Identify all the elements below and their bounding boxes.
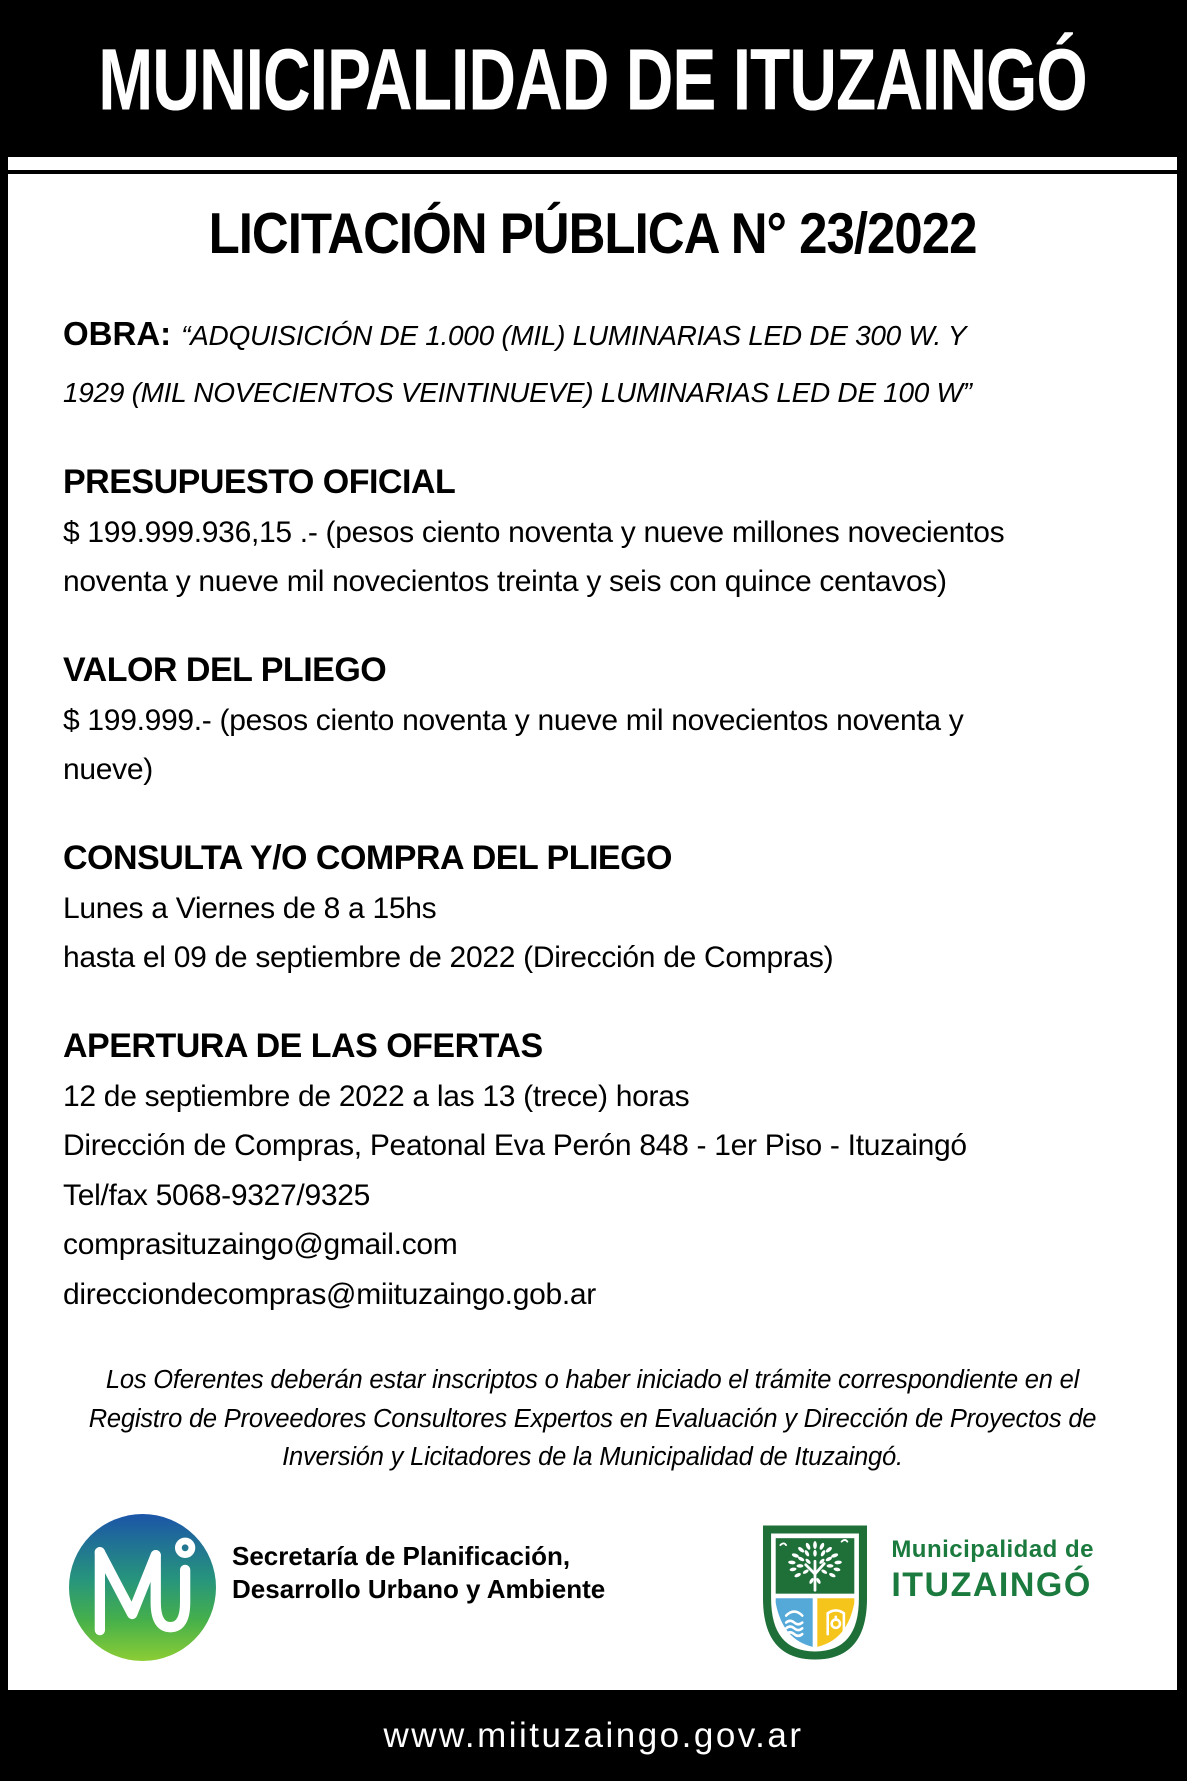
- consulta-line: Lunes a Viernes de 8 a 15hs: [63, 891, 437, 925]
- section-apertura: [63, 1072, 1122, 1320]
- presupuesto-heading: PRESUPUESTO OFICIAL: [63, 462, 456, 501]
- municipality-label: [891, 1536, 1094, 1605]
- section-obra: [63, 303, 1122, 419]
- section-consulta: [63, 884, 1122, 983]
- municipality-label-line2: ITUZAINGÓ: [891, 1566, 1092, 1605]
- valor-line: nueve): [63, 753, 153, 787]
- logos-row: [63, 1514, 1122, 1663]
- apertura-line: 12 de septiembre de 2022 a las 13 (trece) horas: [63, 1079, 690, 1113]
- apertura-email-gmail: comprasituzaingo@gmail.com: [63, 1228, 458, 1262]
- apertura-email-gob: direcciondecompras@miituzaingo.gob.ar: [63, 1277, 596, 1311]
- valor-line: $ 199.999.- (pesos ciento noventa y nueve mil novecientos noventa y: [63, 703, 964, 737]
- section-presupuesto: [63, 508, 1122, 607]
- note-line: Los Oferentes deberán estar inscriptos o haber iniciado el trámite correspondiente en el: [105, 1366, 1080, 1395]
- notice-body: [8, 174, 1177, 1690]
- mi-logo-icon: [69, 1514, 216, 1661]
- footer-band: [0, 1690, 1187, 1781]
- obra-quote-line1: “ADQUISICIÓN DE 1.000 (MIL) LUMINARIAS LED DE 300 W. Y: [181, 320, 967, 351]
- obra-quote-line2: 1929 (MIL NOVECIENTOS VEINTINUEVE) LUMINARIAS LED DE 100 W”: [63, 376, 972, 408]
- website-url: www.miituzaingo.gov.ar: [383, 1715, 804, 1755]
- header-gap: [8, 157, 1177, 170]
- obra-line: [63, 303, 1122, 366]
- municipality-label-line1: Municipalidad de: [891, 1536, 1094, 1564]
- ituzaingo-shield-icon: [757, 1522, 873, 1663]
- oferentes-note: [63, 1361, 1122, 1476]
- header-band: [8, 0, 1177, 157]
- apertura-heading: APERTURA DE LAS OFERTAS: [63, 1026, 543, 1065]
- presupuesto-line: $ 199.999.936,15 .- (pesos ciento noventa y nueve millones novecientos: [63, 515, 1005, 549]
- notice-title-wrap: [63, 201, 1122, 266]
- notice-title: LICITACIÓN PÚBLICA N° 23/2022: [208, 201, 977, 266]
- secretaria-label-line2: Desarrollo Urbano y Ambiente: [232, 1573, 606, 1604]
- consulta-heading: CONSULTA Y/O COMPRA DEL PLIEGO: [63, 838, 673, 877]
- secretaria-label: [232, 1540, 605, 1605]
- secretaria-logo-group: [69, 1514, 605, 1661]
- note-line: Inversión y Licitadores de la Municipalidad de Ituzaingó.: [282, 1442, 903, 1471]
- apertura-line: Dirección de Compras, Peatonal Eva Perón 848 - 1er Piso - Ituzaingó: [63, 1129, 967, 1163]
- municipality-logo-group: [757, 1522, 1094, 1663]
- section-valor: [63, 696, 1122, 795]
- presupuesto-line: noventa y nueve mil novecientos treinta y seis con quince centavos): [63, 565, 947, 599]
- municipality-header-title: MUNICIPALIDAD DE ITUZAINGÓ: [98, 29, 1087, 128]
- valor-heading: VALOR DEL PLIEGO: [63, 650, 387, 689]
- obra-label: OBRA:: [63, 315, 172, 352]
- apertura-phone: Tel/fax 5068-9327/9325: [63, 1178, 370, 1212]
- secretaria-label-line1: Secretaría de Planificación,: [232, 1541, 571, 1572]
- note-line: Registro de Proveedores Consultores Expertos en Evaluación y Dirección de Proyectos de: [88, 1404, 1097, 1433]
- consulta-line: hasta el 09 de septiembre de 2022 (Dirección de Compras): [63, 941, 834, 975]
